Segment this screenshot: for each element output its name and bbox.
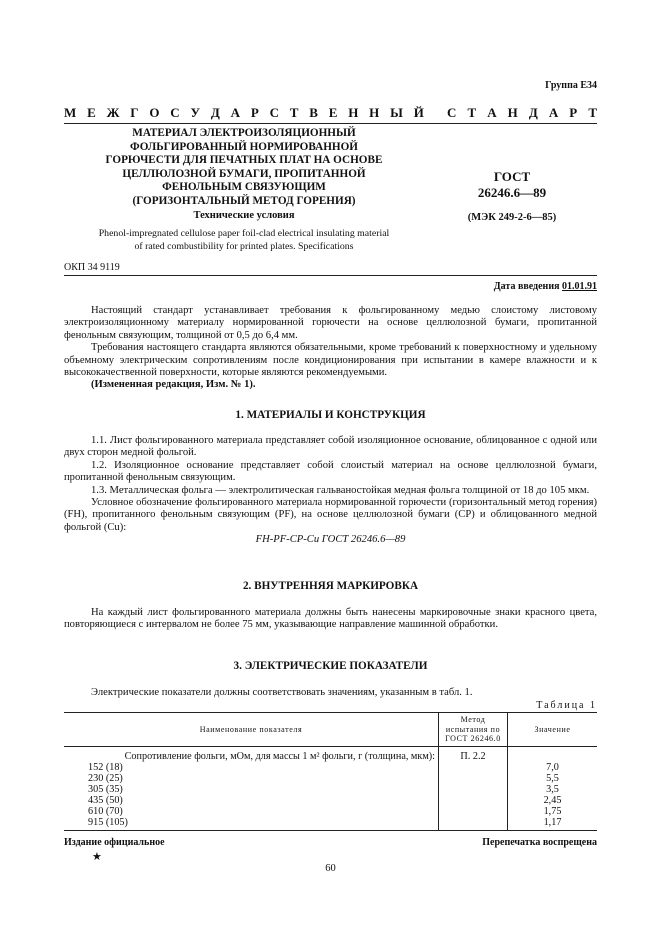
cell-method: [439, 773, 508, 784]
cell-method: [439, 806, 508, 817]
cell-method: [439, 817, 508, 831]
section-3-heading: 3. ЭЛЕКТРИЧЕСКИЕ ПОКАЗАТЕЛИ: [233, 660, 428, 672]
standard-banner: [64, 105, 597, 121]
iec-reference: (МЭК 249-2-6—85): [467, 212, 557, 223]
cell-mass: 915 (105): [64, 817, 439, 831]
banner-interstate: [64, 105, 424, 121]
page-number: 60: [325, 863, 336, 874]
table-header-row: [64, 713, 597, 747]
banner-right-letter: Т: [588, 105, 597, 120]
banner-left-letter: Т: [289, 105, 299, 120]
okp-rule: [64, 275, 597, 276]
intro-block: [64, 305, 597, 392]
table-row: [64, 806, 597, 817]
row-value-empty: [508, 746, 598, 762]
banner-left-letter: Н: [369, 105, 380, 120]
table-row: [64, 773, 597, 784]
intro-paragraph-1: Настоящий стандарт устанавливает требования к фольгированному медью слоистому листовому электроизоляционному материалу нормированной горючести на основе целлюлозной бумаги, пропитанной фенольным связующим, толщиной от 0,5 до 6,4 мм.: [64, 305, 597, 341]
effective-date-label: Дата введения: [493, 281, 560, 292]
table-row-title: [64, 746, 597, 762]
gost-number: 26246.6—89: [477, 185, 547, 200]
banner-right-letter: Д: [528, 105, 538, 120]
clause-1-1: 1.1. Лист фольгированного материала представляет собой изоляционное основание, облицованное с одной или двух сторон медной фольгой.: [64, 435, 597, 459]
cell-value: 1,75: [508, 806, 598, 817]
gost-designation: [432, 169, 592, 201]
electrical-table: [64, 712, 597, 831]
banner-right-letter: Н: [507, 105, 518, 120]
clause-1-2: 1.2. Изоляционное основание представляет собой слоистый материал на основе целлюлозной бумаги, пропитанной фенольным связующим.: [64, 459, 597, 484]
header-method: Метод испытания по ГОСТ 26246.0: [439, 713, 508, 747]
official-edition: Издание официальное: [64, 837, 165, 848]
cell-mass: 610 (70): [88, 805, 123, 817]
banner-right-letter: А: [487, 105, 497, 120]
table-caption: Таблица 1: [536, 700, 597, 711]
section-1-heading: 1. МАТЕРИАЛЫ И КОНСТРУКЦИЯ: [235, 409, 426, 421]
title-line: ГОРЮЧЕСТИ ДЛЯ ПЕЧАТНЫХ ПЛАТ НА ОСНОВЕ: [105, 154, 383, 167]
banner-right-letter: Т: [467, 105, 477, 120]
intro-amendment: (Измененная редакция, Изм. № 1).: [91, 379, 256, 391]
section-1-block: [64, 435, 597, 547]
banner-left-letter: С: [269, 105, 279, 120]
banner-left-letter: А: [230, 105, 240, 120]
title-line: ЦЕЛЛЮЛОЗНОЙ БУМАГИ, ПРОПИТАННОЙ: [122, 167, 366, 180]
banner-left-letter: У: [190, 105, 201, 120]
document-title: [64, 127, 424, 209]
gost-label: ГОСТ: [493, 169, 531, 184]
cell-value: 5,5: [508, 773, 598, 784]
marking-paragraph: На каждый лист фольгированного материала должны быть нанесены маркировочные знаки красного цвета, повторяющиеся с интервалом не более 75 мм, указывающие направление машинной обработки.: [64, 607, 597, 631]
banner-left-letter: Е: [328, 105, 338, 120]
group-code: Группа Е34: [545, 80, 597, 91]
english-title-line: Phenol-impregnated cellulose paper foil-clad electrical insulating material: [98, 228, 390, 239]
section-3-block: [64, 687, 597, 699]
designation-paragraph: Условное обозначение фольгированного материала нормированной горючести (горизонтальный метод горения) (FH), пропитанного фенольным связующим (PF), на основе целлюлозной бумаги (CP) и облицованного медной фольгой (Cu):: [64, 497, 597, 533]
banner-left-letter: Д: [210, 105, 220, 120]
banner-left-letter: Г: [130, 105, 139, 120]
okp-code: ОКП 34 9119: [64, 262, 120, 273]
table-reference: Электрические показатели должны соответствовать значениям, указанным в табл. 1.: [91, 687, 473, 698]
spec-subtitle: Технические условия: [193, 210, 295, 221]
banner-left-letter: О: [149, 105, 160, 120]
cell-value: 7,0: [508, 762, 598, 773]
banner-left-letter: Р: [250, 105, 259, 120]
effective-date-value: 01.01.91: [562, 281, 597, 292]
cell-mass: 305 (35): [88, 783, 123, 795]
section-2-heading: 2. ВНУТРЕННЯЯ МАРКИРОВКА: [242, 580, 419, 592]
cell-method: [439, 762, 508, 773]
designation-formula: FH-PF-CP-Cu ГОСТ 26246.6—89: [255, 534, 406, 546]
title-line: (ГОРИЗОНТАЛЬНЫЙ МЕТОД ГОРЕНИЯ): [132, 194, 356, 207]
cell-mass: 152 (18): [88, 761, 123, 773]
row-method: П. 2.2: [439, 746, 508, 762]
banner-right-letter: Р: [569, 105, 578, 120]
table-row: [64, 795, 597, 806]
header-rule: [64, 123, 597, 124]
clause-1-3: 1.3. Металлическая фольга — электролитическая гальваностойкая медная фольга толщиной от 18 до 105 мкм.: [91, 484, 590, 496]
reprint-prohibited: Перепечатка воспрещена: [482, 837, 597, 848]
title-line: ФЕНОЛЬНЫМ СВЯЗУЮЩИМ: [162, 181, 326, 194]
banner-left-letter: Е: [87, 105, 96, 120]
banner-left-letter: М: [64, 105, 77, 120]
section-2-block: [64, 607, 597, 632]
banner-left-letter: В: [309, 105, 318, 120]
cell-value: 1,17: [508, 817, 598, 831]
table-row: [64, 762, 597, 773]
effective-date: [494, 281, 597, 292]
header-name: Наименование показателя: [64, 713, 439, 747]
cell-mass: 435 (50): [88, 794, 123, 806]
english-title: [64, 228, 424, 253]
table-row: [64, 784, 597, 795]
cell-method: [439, 784, 508, 795]
banner-left-letter: Й: [413, 105, 424, 120]
star-icon: ★: [92, 851, 102, 863]
title-line: ФОЛЬГИРОВАННЫЙ НОРМИРОВАННОЙ: [129, 140, 359, 153]
banner-standard: [447, 105, 597, 121]
header-value: Значение: [508, 713, 598, 747]
row-title: Сопротивление фольги, мОм, для массы 1 м² фольги, г (толщина, мкм):: [124, 750, 435, 762]
cell-method: [439, 795, 508, 806]
intro-paragraph-2: Требования настоящего стандарта являются обязательными, кроме требований к поверхностному и удельному объемному электрическим сопротивлениям после кондиционирования при испытании в камере влажности и к высококачественной поверхности, которые являются рекомендуемыми.: [64, 342, 597, 379]
banner-left-letter: Н: [348, 105, 359, 120]
english-title-line: of rated combustibility for printed plates. Specifications: [134, 240, 354, 252]
cell-mass: 230 (25): [88, 772, 123, 784]
banner-left-letter: Ы: [390, 105, 403, 120]
title-line: МАТЕРИАЛ ЭЛЕКТРОИЗОЛЯЦИОННЫЙ: [132, 127, 356, 139]
banner-right-letter: А: [548, 105, 559, 120]
cell-value: 3,5: [508, 784, 598, 795]
banner-right-letter: С: [447, 105, 457, 120]
cell-value: 2,45: [508, 795, 598, 806]
banner-left-letter: Ж: [106, 105, 120, 120]
banner-left-letter: С: [170, 105, 180, 120]
table-row: [64, 817, 597, 831]
